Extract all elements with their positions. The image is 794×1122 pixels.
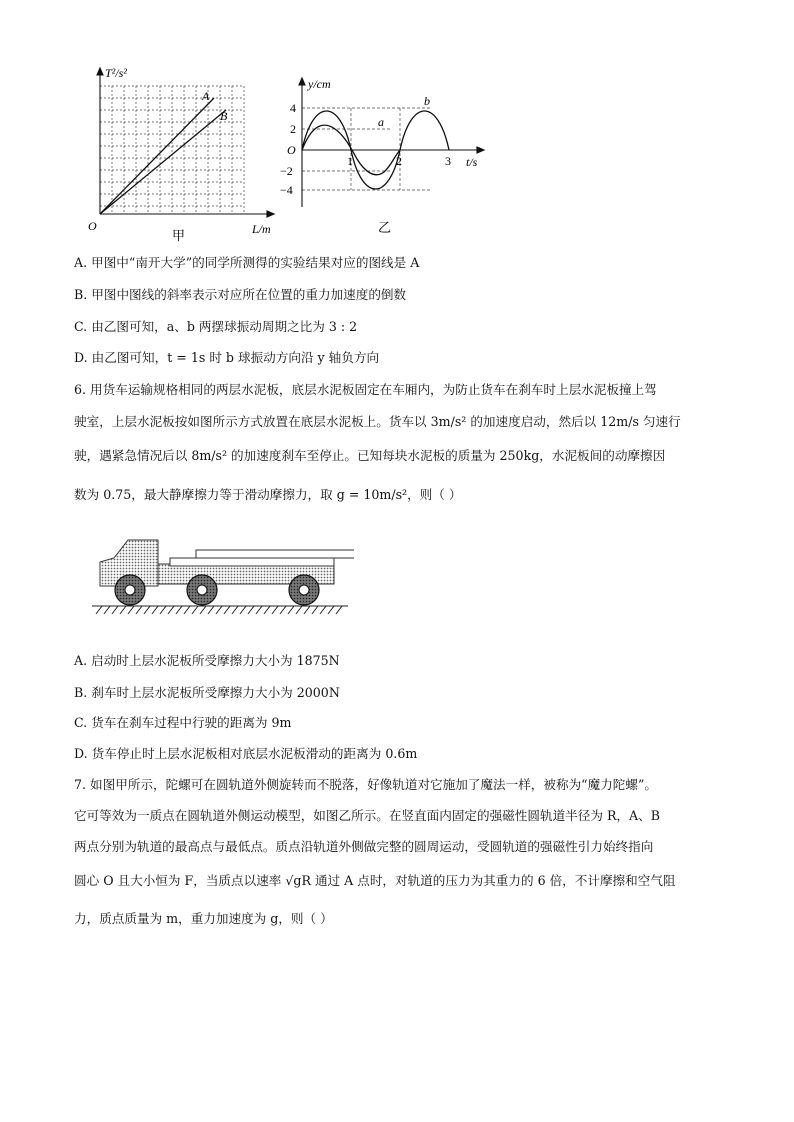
- axes: [299, 78, 484, 207]
- q6-stem-line-4: 数为 0.75，最大静摩擦力等于滑动摩擦力，取 g = 10m/s²，则（ ）: [74, 487, 462, 502]
- x-tick-1: 1: [347, 154, 353, 168]
- line-b: [100, 110, 226, 214]
- y-tick-neg2: −2: [280, 164, 293, 178]
- curve-a-label: a: [378, 115, 384, 129]
- q5-option-b: B. 甲图中图线的斜率表示对应所在位置的重力加速度的倒数: [74, 287, 407, 302]
- y-axis-label: T²/s²: [105, 66, 127, 80]
- x-axis-label: t/s: [466, 155, 478, 169]
- q5-option-d: D. 由乙图可知，t = 1s 时 b 球振动方向沿 y 轴负方向: [74, 350, 380, 365]
- q6-stem-line-1: 6. 用货车运输规格相同的两层水泥板，底层水泥板固定在车厢内，为防止货车在刹车时上层水泥板撞上驾: [74, 382, 657, 397]
- caption-yi: 乙: [378, 220, 392, 235]
- x-axis-label: L/m: [252, 222, 271, 236]
- caption-jia: 甲: [172, 228, 186, 242]
- q6-stem-line-3: 驶，遇紧急情况后以 8m/s² 的加速度刹车至停止。已知每块水泥板的质量为 250kg，水泥板间的动摩擦因: [74, 448, 666, 463]
- figure-yi: [280, 72, 500, 237]
- grid: [100, 86, 244, 212]
- origin-label: O: [287, 143, 296, 157]
- q7-stem-line-2: 它可等效为一质点在圆轨道外侧运动模型，如图乙所示。在竖直面内固定的强磁性圆轨道半径为 R，A、B: [74, 808, 660, 823]
- line-a-label: A: [202, 89, 210, 103]
- q7-stem-line-1: 7. 如图甲所示，陀螺可在圆轨道外侧旋转而不脱落，好像轨道对它施加了魔法一样，被称为“魔力陀螺”。: [74, 777, 658, 792]
- q7-stem-line-3: 两点分别为轨道的最高点与最低点。质点沿轨道外侧做完整的圆周运动，受圆轨道的强磁性引力始终指向: [74, 839, 654, 854]
- y-tick-neg4: −4: [280, 183, 293, 197]
- wheel-rear: [289, 575, 319, 605]
- truck-figure: [92, 528, 354, 616]
- y-axis-label: y/cm: [308, 77, 331, 91]
- top-slab: [196, 550, 354, 558]
- q7-stem-line-5: 力，质点质量为 m，重力加速度为 g，则（ ）: [74, 911, 333, 926]
- x-tick-2: 2: [396, 154, 402, 168]
- q5-option-c: C. 由乙图可知，a、b 两摆球振动周期之比为 3 : 2: [74, 319, 358, 334]
- curve-b-label: b: [424, 94, 430, 108]
- q6-option-a: A. 启动时上层水泥板所受摩擦力大小为 1875N: [74, 653, 340, 668]
- bottom-slab: [170, 558, 334, 566]
- q6-option-b: B. 刹车时上层水泥板所受摩擦力大小为 2000N: [74, 685, 340, 700]
- line-a: [100, 98, 214, 214]
- wheel-middle: [187, 575, 217, 605]
- ground: [92, 606, 348, 614]
- origin-label: O: [88, 219, 97, 233]
- q6-option-d: D. 货车停止时上层水泥板相对底层水泥板滑动的距离为 0.6m: [74, 746, 418, 761]
- y-tick-4: 4: [290, 101, 296, 115]
- q5-option-a: A. 甲图中“南开大学”的同学所测得的实验结果对应的图线是 A: [74, 255, 420, 270]
- line-b-label: B: [220, 109, 228, 123]
- q6-stem-line-2: 驶室，上层水泥板按如图所示方式放置在底层水泥板上。货车以 3m/s² 的加速度启动，然后以 12m/s 匀速行: [74, 414, 681, 429]
- wheel-front: [115, 575, 145, 605]
- q6-option-c: C. 货车在刹车过程中行驶的距离为 9m: [74, 715, 292, 730]
- x-tick-3: 3: [445, 154, 451, 168]
- q7-stem-line-4: 圆心 O 且大小恒为 F，当质点以速率 √gR 通过 A 点时，对轨道的压力为其重力的 6 倍，不计摩擦和空气阻: [74, 873, 676, 888]
- figure-jia: [80, 62, 280, 242]
- y-tick-2: 2: [290, 122, 296, 136]
